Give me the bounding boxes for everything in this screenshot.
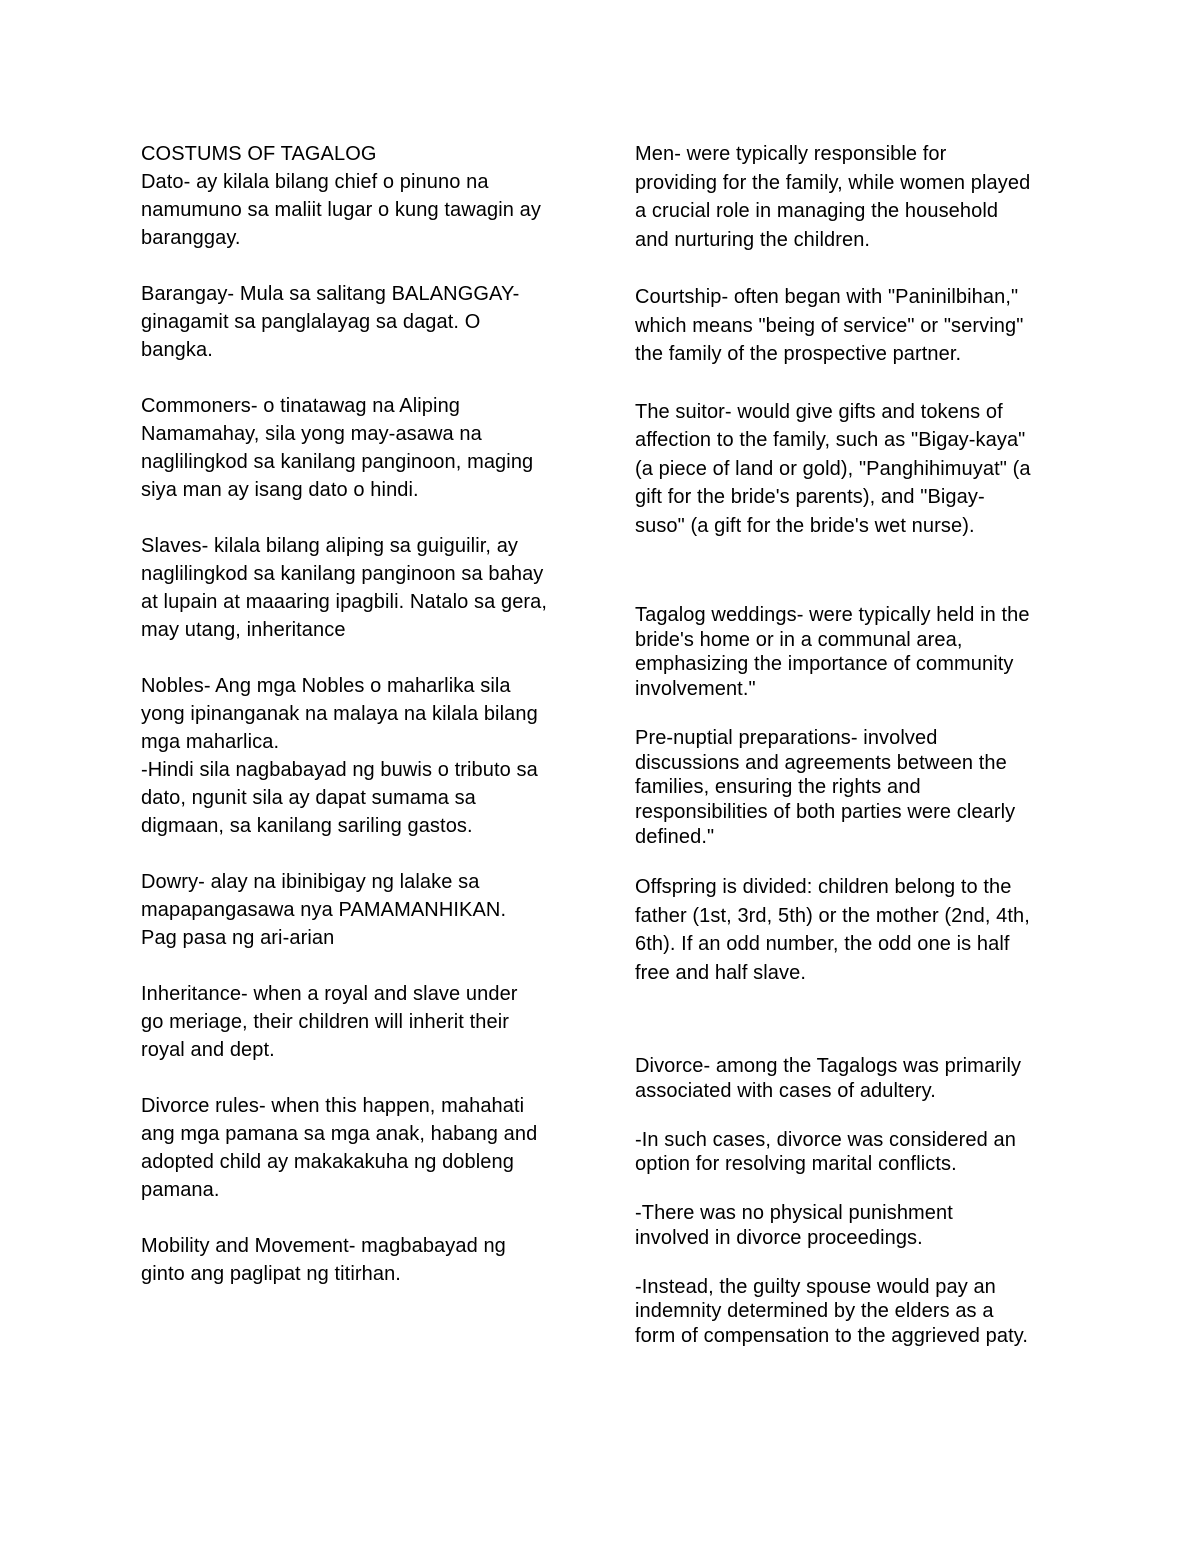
paragraph-dowry: Dowry- alay na ibinibigay ng lalake sa mapapangasawa nya PAMAMANHIKAN. Pag pasa ng ari-arian xyxy=(141,871,507,949)
paragraph-weddings: Tagalog weddings- were typically held in the bride's home or in a communal area, emphasizing the importance of community involvement." xyxy=(635,604,1030,701)
paragraph-divorce-punishment: -There was no physical punishment involved in divorce proceedings. xyxy=(635,1202,953,1249)
paragraph-inheritance: Inheritance- when a royal and slave under go meriage, their children will inherit their royal and dept. xyxy=(141,983,518,1061)
paragraph-nobles: Nobles- Ang mga Nobles o maharlika sila yong ipinanganak na malaya na kilala bilang mga maharlica. -Hindi sila nagbabayad ng buwis o tributo sa dato, ngunit sila ay dapat sumama sa digmaan, sa kanilang sariling gastos. xyxy=(141,675,538,837)
paragraph-divorce-option: -In such cases, divorce was considered an option for resolving marital conflicts. xyxy=(635,1128,1016,1176)
document-title: COSTUMS OF TAGALOG xyxy=(141,143,377,165)
paragraph-barangay: Barangay- Mula sa salitang BALANGGAY- ginagamit sa panglalayag sa dagat. O bangka. xyxy=(141,283,520,361)
paragraph-divorce-indemnity: -Instead, the guilty spouse would pay an indemnity determined by the elders as a form of compensation to the aggrieved paty. xyxy=(635,1275,1029,1347)
paragraph-commoners: Commoners- o tinatawag na Aliping Namamahay, sila yong may-asawa na naglilingkod sa kanilang panginoon, maging siya man ay isang dato o hindi. xyxy=(141,395,534,501)
paragraph-suitor: The suitor- would give gifts and tokens of affection to the family, such as "Bigay-kaya" (a piece of land or gold), "Panghihimuyat" (a gift for the bride's parents), and "Bigay- suso" (a gift for the bride's wet nurse). xyxy=(635,400,1031,537)
paragraph-divorce-rules: Divorce rules- when this happen, mahahati ang mga pamana sa mga anak, habang and adopted child ay makakakuha ng dobleng pamana. xyxy=(141,1095,538,1201)
paragraph-prenuptial: Pre-nuptial preparations- involved discussions and agreements between the families, ensuring the rights and responsibilities of both parties were clearly defined." xyxy=(635,726,1016,848)
paragraph-men: Men- were typically responsible for providing for the family, while women played a crucial role in managing the household and nurturing the children. xyxy=(635,143,1031,251)
paragraph-offspring: Offspring is divided: children belong to the father (1st, 3rd, 5th) or the mother (2nd, 4th, 6th). If an odd number, the odd one is half free and half slave. xyxy=(635,876,1030,984)
paragraph-dato: Dato- ay kilala bilang chief o pinuno na namumuno sa maliit lugar o kung tawagin ay baranggay. xyxy=(141,171,541,249)
paragraph-courtship: Courtship- often began with "Paninilbihan," which means "being of service" or "serving" the family of the prospective partner. xyxy=(635,286,1024,365)
paragraph-slaves: Slaves- kilala bilang aliping sa guiguilir, ay naglilingkod sa kanilang panginoon sa bahay at lupain at maaaring ipagbili. Natalo sa gera, may utang, inheritance xyxy=(141,535,548,641)
left-column xyxy=(141,140,581,1288)
right-column xyxy=(635,140,1075,1349)
paragraph-mobility: Mobility and Movement- magbabayad ng ginto ang paglipat ng titirhan. xyxy=(141,1235,506,1285)
paragraph-divorce: Divorce- among the Tagalogs was primarily associated with cases of adultery. xyxy=(635,1055,1022,1103)
